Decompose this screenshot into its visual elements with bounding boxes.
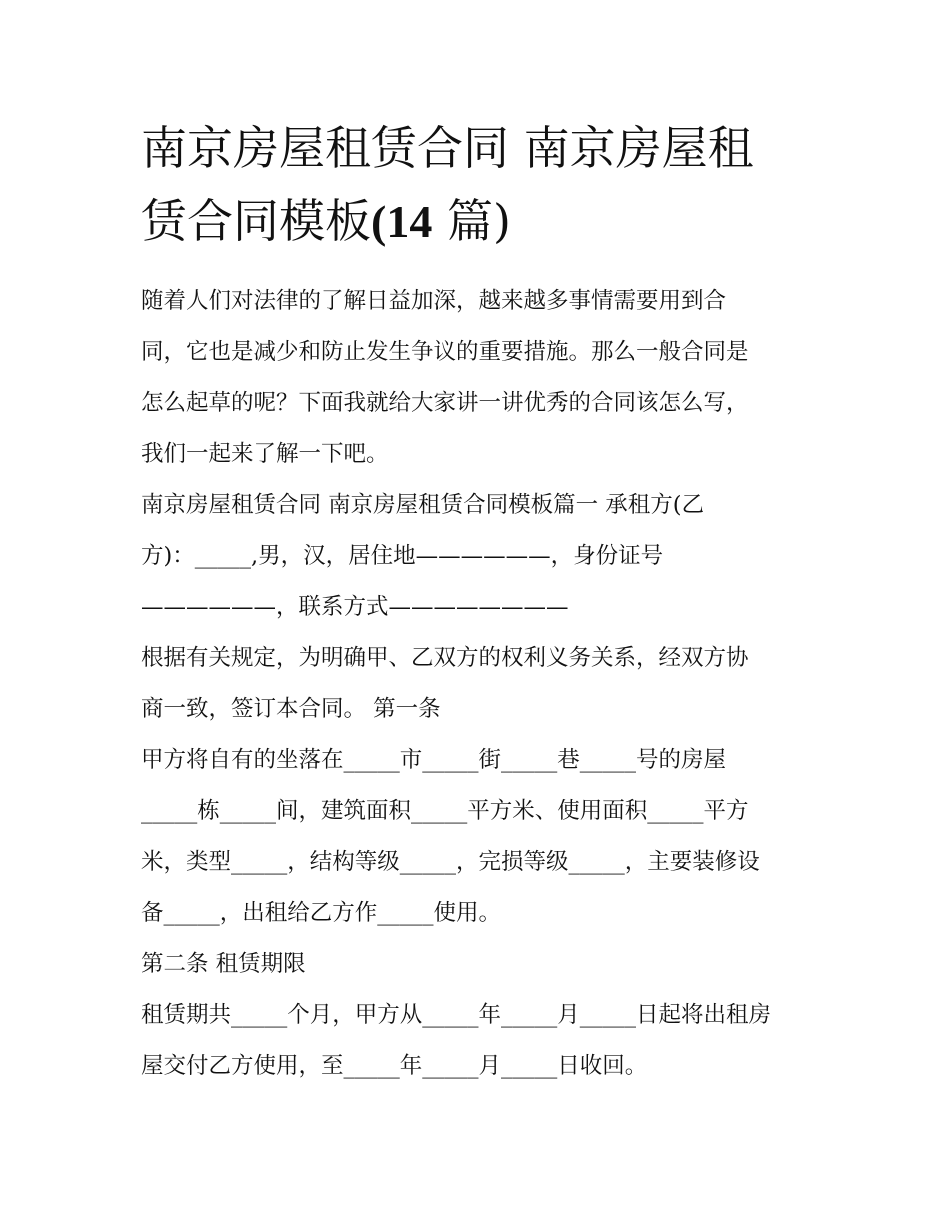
text-line: 米，类型_____，结构等级_____，完损等级_____，主要装修设	[141, 849, 760, 875]
text-line: 甲方将自有的坐落在_____市_____街_____巷_____号的房屋	[141, 747, 727, 773]
text-line: 方)：_____,男，汉，居住地——————，身份证号	[141, 543, 664, 569]
article-1-paragraph	[141, 735, 813, 939]
agreement-paragraph	[141, 633, 813, 735]
text-line: 南京房屋租赁合同 南京房屋租赁合同模板篇一 承租方(乙	[141, 492, 705, 518]
text-line: _____栋_____间，建筑面积_____平方米、使用面积_____平方	[141, 798, 749, 824]
text-line: 租赁期共_____个月，甲方从_____年_____月_____日起将出租房	[141, 1002, 772, 1028]
text-line: 同，它也是减少和防止发生争议的重要措施。那么一般合同是	[141, 339, 749, 365]
article-2-heading	[141, 939, 813, 990]
tenant-info-paragraph	[141, 480, 813, 633]
title-line-2	[141, 185, 813, 258]
text-line: 随着人们对法律的了解日益加深，越来越多事情需要用到合	[141, 288, 727, 314]
article-2-paragraph	[141, 990, 813, 1092]
text-line: 商一致，签订本合同。 第一条	[141, 696, 441, 722]
title-count: (14	[371, 196, 433, 247]
title-suffix: 篇)	[432, 194, 511, 248]
text-line: 屋交付乙方使用，至_____年_____月_____日收回。	[141, 1053, 648, 1079]
intro-paragraph	[141, 276, 813, 480]
title-line-2-text: 赁合同模板	[141, 194, 371, 248]
document-page	[141, 112, 813, 1092]
document-title	[141, 112, 813, 258]
text-line: ——————，联系方式————————	[141, 594, 569, 620]
text-line: 第二条 租赁期限	[141, 951, 306, 977]
text-line: 根据有关规定，为明确甲、乙双方的权利义务关系，经双方协	[141, 645, 749, 671]
text-line: 备_____，出租给乙方作_____使用。	[141, 900, 502, 926]
text-line: 我们一起来了解一下吧。	[141, 441, 389, 467]
text-line: 怎么起草的呢？下面我就给大家讲一讲优秀的合同该怎么写，	[141, 390, 749, 416]
title-line-1: 南京房屋租赁合同 南京房屋租	[141, 121, 754, 175]
